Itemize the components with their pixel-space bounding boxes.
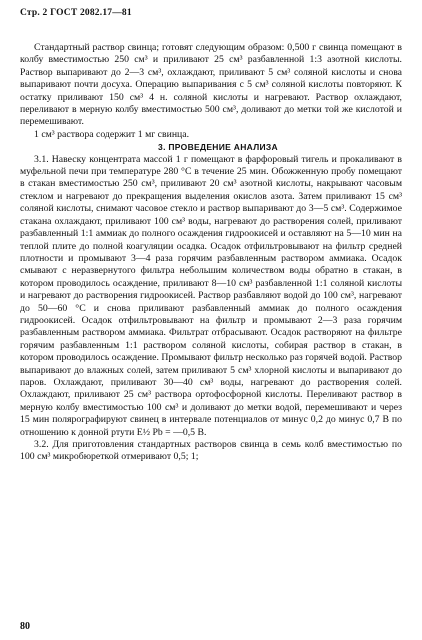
paragraph-concentration: 1 см³ раствора содержит 1 мг свинца.	[34, 128, 190, 140]
page-number: 80	[20, 621, 30, 632]
page-header: Стр. 2 ГОСТ 2082.17—81	[20, 8, 132, 18]
paragraph-standard-solution: Стандартный раствор свинца; готовят следующим образом: 0,500 г свинца помещают в колбу вместимостью 250 см³ и приливают 25 см³ разбавленной 1:3 азотной кислоты. Раствор выпаривают до 2—3 см³, охлаждают, приливают 5 см³ соляной кислоты и снова выпаривают почти досуха. Операцию выпаривания с 5 см³ соляной кислоты повторяют. К остатку приливают 150 см³ 4 н. соляной кислоты и нагревают. Раствор охлаждают, переливают в мерную колбу вместимостью 500 см³, доливают до метки той же кислотой и перемешивают.	[20, 42, 402, 128]
document-body	[20, 42, 402, 464]
paragraph-3-2: 3.2. Для приготовления стандартных растворов свинца в семь колб вместимостью по 100 см³ микробюреткой отмеривают 0,5; 1;	[20, 439, 402, 463]
section-title: 3. ПРОВЕДЕНИЕ АНАЛИЗА	[158, 142, 278, 153]
paragraph-3-1: 3.1. Навеску концентрата массой 1 г помещают в фарфоровый тигель и прокаливают в муфельной печи при температуре 280 °С в течение 25 мин. Обожженную пробу помещают в стакан вместимостью 250 см³, приливают 20 см³ азотной кислоты, накрывают часовым стеклом и нагревают до прекращения выделения окислов азота. Затем приливают 15 см³ соляной кислоты, снимают часовое стекло и раствор выпаривают до 3—5 см³. Содержимое стакана охлаждают, приливают 100 см³ воды, нагревают до растворения солей, приливают разбавленный 1:1 аммиак до полного осаждения гидроокисей и оставляют на 5—10 мин на теплой плите до полной коагуляции осадка. Осадок отфильтровывают на фильтр средней плотности и промывают 3—4 раза горячим разбавленным раствором аммиака. Осадок смывают с неразвернутого фильтра небольшим количеством воды обратно в стакан, в котором проводилось осаждение, приливают 8—10 см³ разбавленной 1:1 соляной кислоты и нагревают до растворения гидроокисей. Раствор разбавляют водой до 100 см³, нагревают до 50—60 °С и снова приливают разбавленный аммиак до полного осаждения гидроокисей. Осадок отфильтровывают на фильтр и промывают 2—3 раза горячим разбавленным раствором аммиака. Фильтрат отбрасывают. Осадок растворяют на фильтре горячим разбавленным 1:1 раствором соляной кислоты, собирая раствор в стакан, в котором проводилось осаждение. Промывают фильтр несколько раз горячей водой. Раствор выпаривают до влажных солей, затем приливают 5 см³ хлорной кислоты и выпаривают до паров. Охлаждают, приливают 30—40 см³ воды, нагревают до растворения солей. Охлаждают, приливают 25 см³ раствора ортофосфорной кислоты. Переливают раствор в мерную колбу вместимостью 100 см³ и доливают до метки водой, перемешивают и через 15 мин полярографируют свинец в интервале потенциалов от минус 0,2 до минус 0,7 В по отношению к донной ртути E½ Pb = —0,5 В.	[20, 153, 402, 438]
